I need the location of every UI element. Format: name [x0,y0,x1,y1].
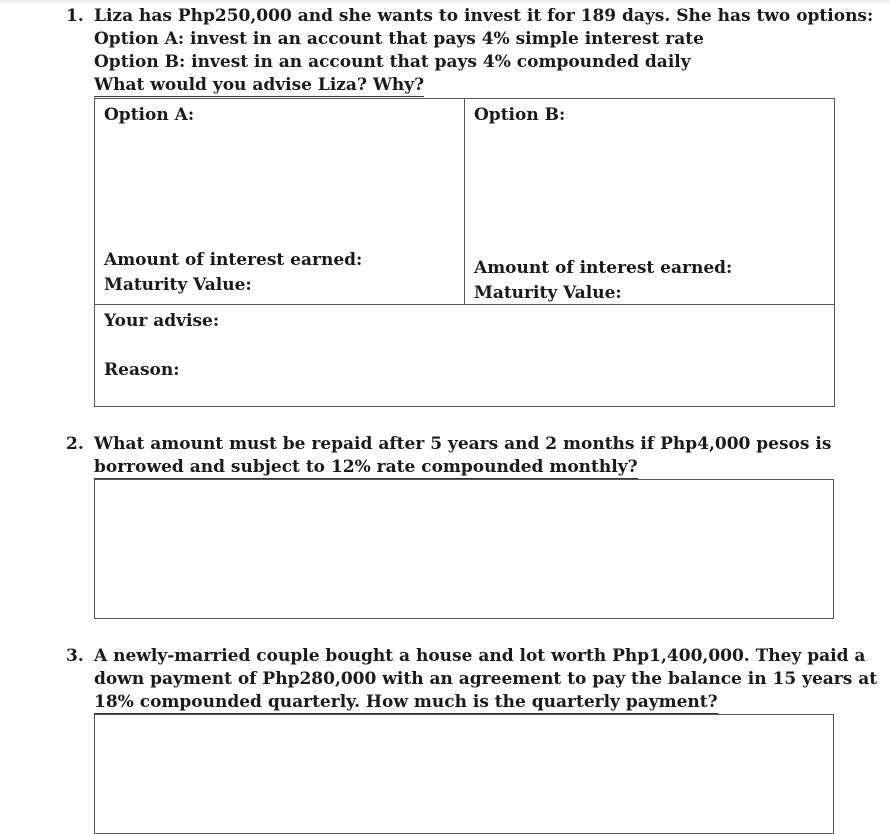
question-3-number: 3. [66,646,84,666]
question-1-line-4: What would you advise Liza? Why? [94,75,425,95]
question-1-text [94,5,874,97]
question-2-line-2: borrowed and subject to 12% rate compounded monthly? [94,457,638,477]
question-3-text [94,645,878,714]
question-1-line-1: Liza has Php250,000 and she wants to invest it for 189 days. She has two options: [94,6,874,26]
question-2-answer-box[interactable] [94,479,834,619]
question-2-text [94,433,854,479]
question-3-line-2: down payment of Php280,000 with an agreement to pay the balance in 15 years at [94,669,878,689]
question-3-line-1: A newly-married couple bought a house and lot worth Php1,400,000. They paid a [94,646,866,666]
option-b-interest-label: Amount of interest earned: [474,258,733,278]
question-3-answer-box[interactable] [94,714,834,834]
reason-label: Reason: [104,360,180,380]
option-a-title: Option A: [104,105,195,125]
question-2-number: 2. [66,434,84,454]
question-1-line-3: Option B: invest in an account that pays 4% compounded daily [94,52,691,72]
option-b-title: Option B: [474,105,566,125]
option-a-maturity-label: Maturity Value: [104,275,252,295]
question-1-line-2: Option A: invest in an account that pays 4% simple interest rate [94,29,704,49]
question-1-number: 1. [66,6,84,26]
option-b-maturity-label: Maturity Value: [474,283,622,303]
question-2-line-1: What amount must be repaid after 5 years and 2 months if Php4,000 pesos is [94,434,832,454]
advise-label: Your advise: [104,311,220,331]
question-3-line-3: 18% compounded quarterly. How much is the quarterly payment? [94,692,718,712]
option-a-interest-label: Amount of interest earned: [104,250,363,270]
